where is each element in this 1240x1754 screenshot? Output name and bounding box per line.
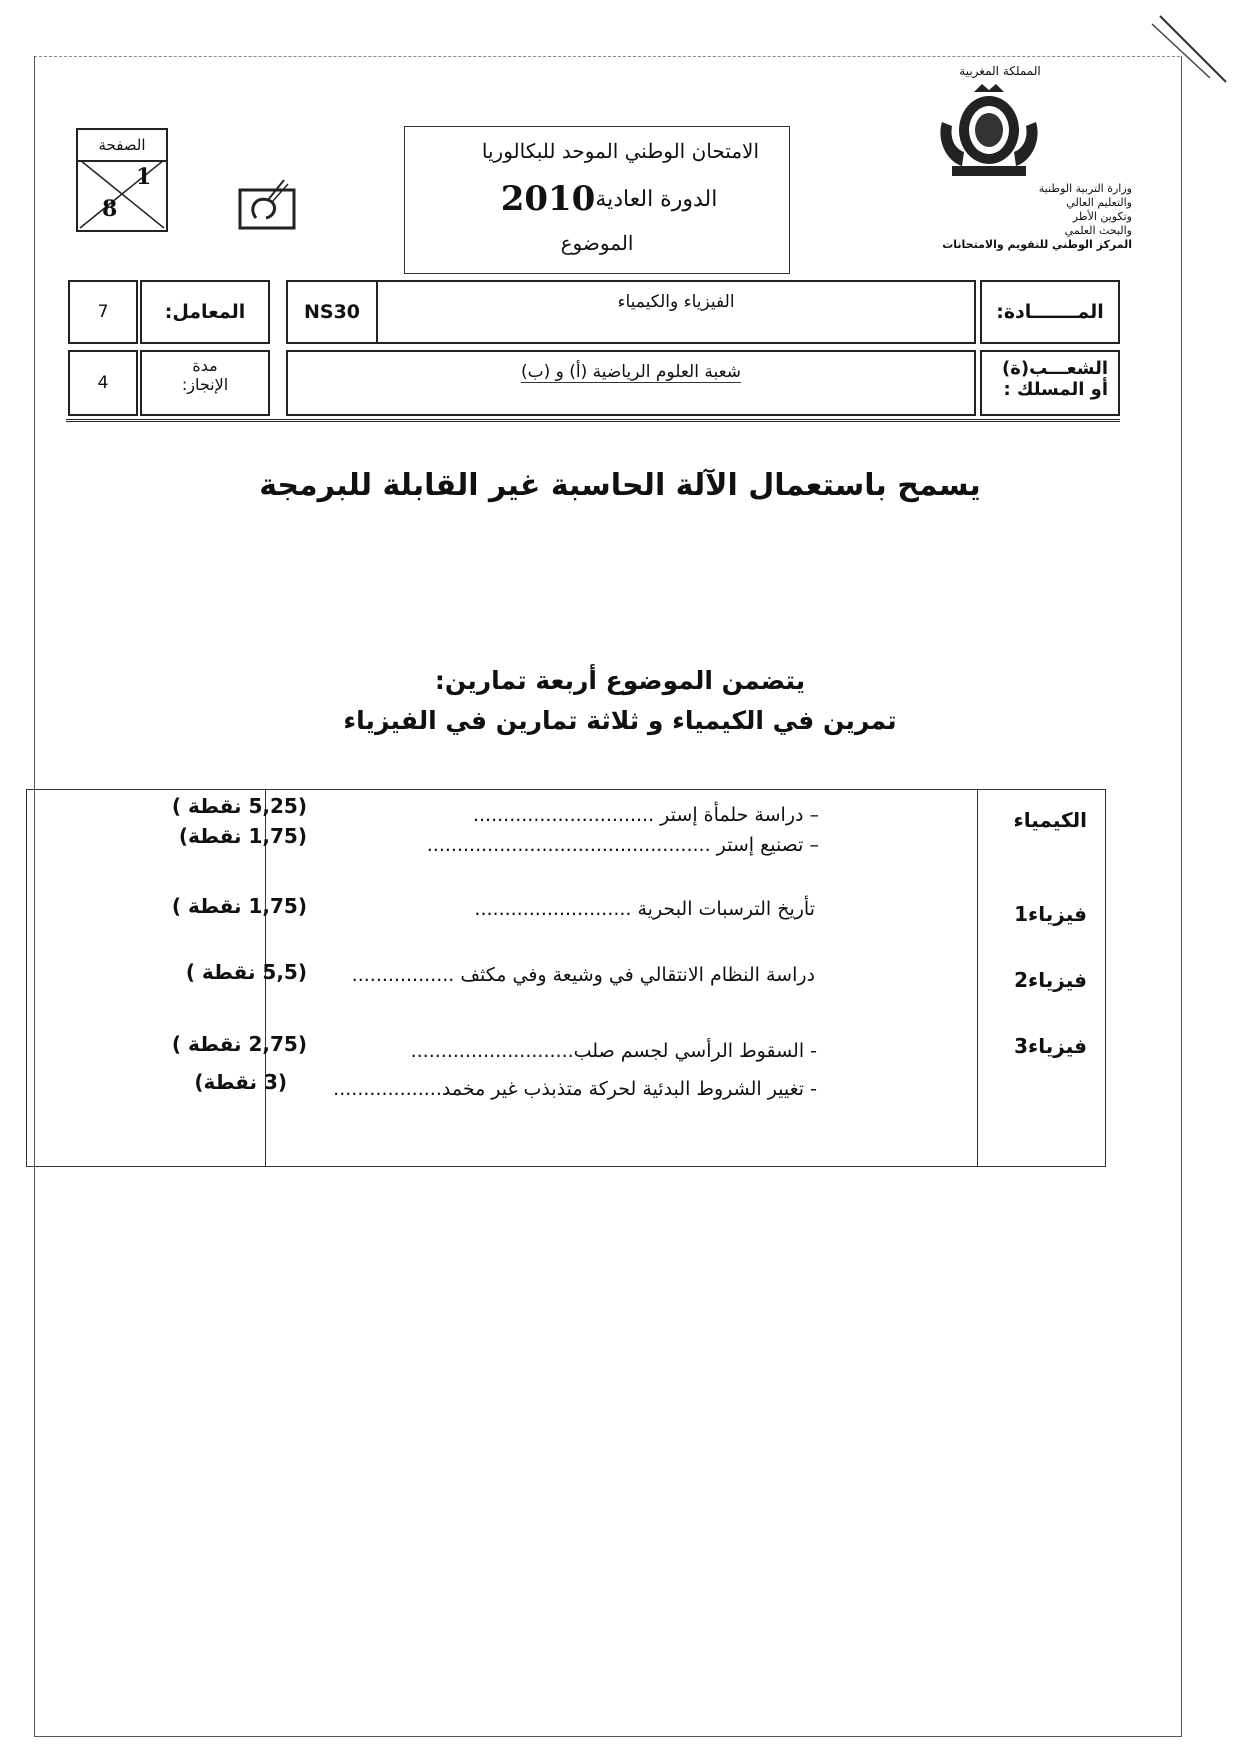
coefficient-label: المعامل:	[164, 301, 246, 323]
exam-year: 2010	[500, 179, 596, 219]
physics3-points-1: (2,75 نقطة )	[171, 1032, 307, 1056]
chemistry-name: الكيمياء	[1013, 808, 1087, 832]
duration-value-cell	[68, 350, 138, 416]
subject-value: الفيزياء والكيمياء	[617, 292, 735, 312]
subject-value-wrap	[378, 282, 974, 322]
kingdom-label: المملكة المغربية	[959, 64, 1041, 78]
chemistry-points-2: (1,75 نقطة)	[178, 824, 307, 848]
page-current: 1	[136, 164, 152, 190]
physics1-points: (1,75 نقطة )	[171, 894, 307, 918]
branch-label-1: الشعـــب(ة)	[1002, 358, 1108, 379]
page-total: 8	[102, 196, 118, 222]
physics3-points-2: (3 نقطة)	[194, 1070, 287, 1094]
session-name: الدورة العادية	[595, 186, 718, 212]
ministry-block	[870, 64, 1132, 276]
physics3-item-2: - تغيير الشروط البدئية لحركة متذبذب غير مخمد..................	[333, 1078, 817, 1100]
branch-label-2: أو المسلك :	[1003, 379, 1108, 400]
subject-word: الموضوع	[560, 231, 634, 255]
exercise-table	[26, 789, 1106, 1167]
subject-cell	[286, 280, 976, 344]
physics3-item-1: - السقوط الرأسي لجسم صلب...........................	[410, 1040, 817, 1062]
exam-logo-icon	[238, 178, 298, 230]
duration-label-cell	[140, 350, 270, 416]
physics1-name: فيزياء1	[1014, 902, 1087, 926]
exam-title-box	[404, 126, 790, 274]
chemistry-item-2: – تصنيع إستر ...............................................	[426, 834, 819, 856]
subject-label-cell	[980, 280, 1120, 344]
physics2-item: دراسة النظام الانتقالي في وشيعة وفي مكثف .................	[351, 964, 815, 986]
branch-label-cell	[980, 350, 1120, 416]
physics3-name: فيزياء3	[1014, 1034, 1087, 1058]
coefficient-value-cell	[68, 280, 138, 344]
branch-value-cell	[286, 350, 976, 416]
ministry-line: والتعليم العالي	[1066, 196, 1132, 209]
ministry-line: والبحث العلمي	[1064, 224, 1132, 237]
coat-of-arms-icon	[934, 82, 1044, 182]
header-rule	[66, 419, 1120, 422]
exam-code: NS30	[303, 301, 361, 323]
branch-value: شعبة العلوم الرياضية (أ) و (ب)	[520, 361, 742, 382]
page-cross-lines	[78, 160, 166, 230]
physics1-item: تأريخ الترسبات البحرية ..........................	[474, 898, 815, 920]
ministry-line: وتكوين الأطر	[1072, 210, 1132, 223]
scan-marks	[1150, 10, 1230, 100]
exam-title: الامتحان الوطني الموحد للبكالوريا	[481, 139, 759, 163]
ministry-lines	[870, 182, 1132, 252]
physics2-name: فيزياء2	[1014, 968, 1087, 992]
intro-line-2: تمرين في الكيمياء و ثلاثة تمارين في الفيزياء	[343, 706, 897, 735]
subject-label: المـــــــادة:	[996, 301, 1104, 323]
code-cell	[288, 282, 378, 342]
chemistry-item-1: – دراسة حلمأة إستر ..............................	[472, 804, 819, 826]
calculator-notice: يسمح باستعمال الآلة الحاسبة غير القابلة للبرمجة	[259, 468, 981, 503]
duration-label-2: الإنجاز:	[181, 375, 229, 394]
page-number-box	[76, 128, 168, 232]
branch-value-wrap	[288, 352, 974, 392]
ministry-line: وزارة التربية الوطنية	[1038, 182, 1132, 195]
coefficient-value: 7	[97, 302, 109, 322]
chemistry-points-1: (5,25 نقطة )	[171, 794, 307, 818]
duration-value: 4	[97, 373, 109, 393]
page-label: الصفحة	[78, 130, 166, 162]
intro-line-1: يتضمن الموضوع أربعة تمارين:	[434, 666, 806, 695]
ministry-line: المركز الوطني للتقويم والامتحانات	[942, 238, 1132, 251]
physics2-points: (5,5 نقطة )	[185, 960, 307, 984]
duration-label-1: مدة	[192, 356, 218, 375]
session-line	[405, 179, 789, 219]
coefficient-label-cell	[140, 280, 270, 344]
